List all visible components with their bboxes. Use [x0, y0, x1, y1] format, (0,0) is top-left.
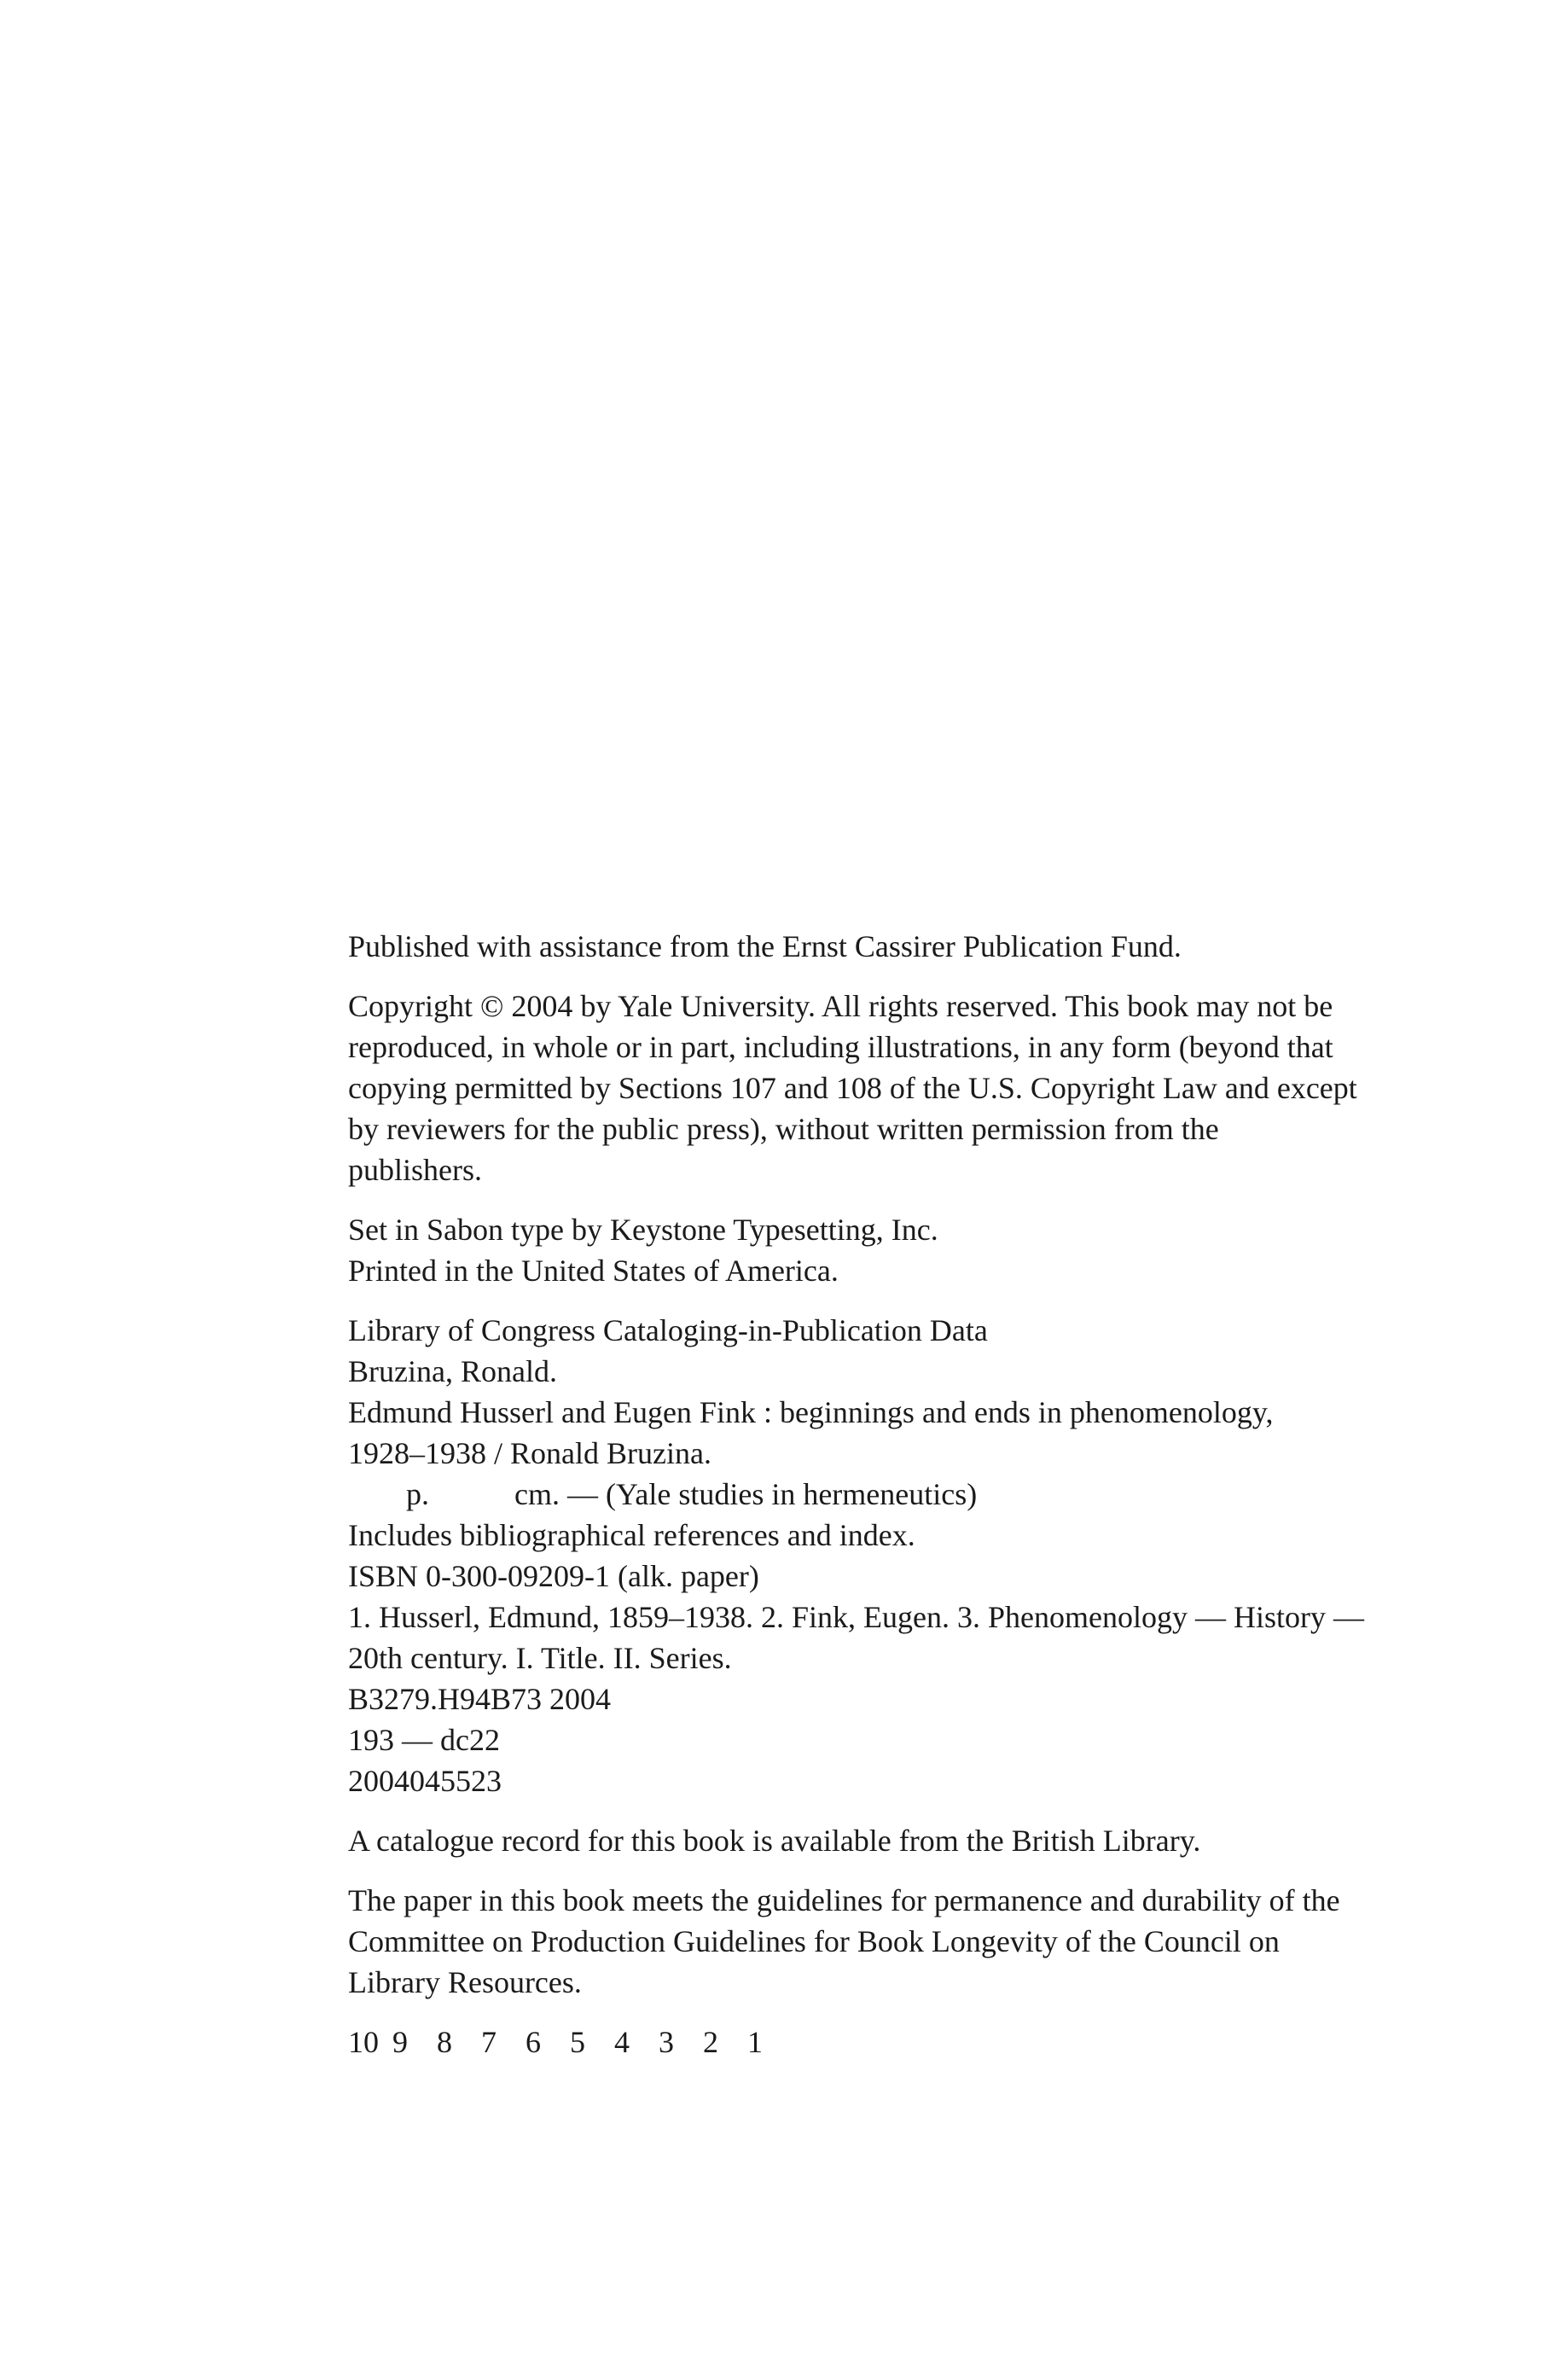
- printing-number: 4: [614, 2025, 630, 2059]
- printing-number: 8: [437, 2025, 452, 2059]
- printing-number: 2: [703, 2025, 718, 2059]
- copyright-page-block: [348, 926, 1393, 2063]
- cip-lc-call-number: B3279.H94B73 2004: [348, 1682, 612, 1716]
- copyright-line: by reviewers for the public press), without written permission from the: [348, 1112, 1219, 1146]
- printing-number: 5: [570, 2025, 585, 2059]
- production-note: [348, 1209, 1393, 1291]
- printing-number: 1: [747, 2025, 763, 2059]
- printing-number: 6: [526, 2025, 541, 2059]
- cip-subjects-line: 1. Husserl, Edmund, 1859–1938. 2. Fink, Eugen. 3. Phenomenology — History —: [348, 1600, 1364, 1634]
- british-library-note: [348, 1820, 1393, 1861]
- printing-number: 9: [392, 2025, 408, 2059]
- cip-series: cm. — (Yale studies in hermeneutics): [514, 1477, 978, 1511]
- printing-number: 3: [659, 2025, 674, 2059]
- cip-data: [348, 1310, 1393, 1801]
- copyright-line: copying permitted by Sections 107 and 108 of the U.S. Copyright Law and except: [348, 1071, 1357, 1105]
- cip-title-line: Edmund Husserl and Eugen Fink : beginnings and ends in phenomenology,: [348, 1395, 1274, 1429]
- paper-note-line: The paper in this book meets the guidelines for permanence and durability of the: [348, 1883, 1340, 1917]
- copyright-line: publishers.: [348, 1153, 482, 1187]
- cip-title-line: 1928–1938 / Ronald Bruzina.: [348, 1436, 711, 1470]
- cip-physical-description: [348, 1474, 1393, 1515]
- cip-subjects-line: 20th century. I. Title. II. Series.: [348, 1641, 732, 1675]
- printed-in-line: Printed in the United States of America.: [348, 1254, 839, 1288]
- funding-note: [348, 926, 1393, 967]
- paper-note-line: Committee on Production Guidelines for Book Longevity of the Council on: [348, 1924, 1280, 1958]
- cip-dewey-number: 193 — dc22: [348, 1723, 500, 1757]
- typesetting-line: Set in Sabon type by Keystone Typesetting, Inc.: [348, 1213, 938, 1247]
- cip-author: Bruzina, Ronald.: [348, 1354, 557, 1388]
- copyright-notice: [348, 986, 1393, 1190]
- cip-lccn: 2004045523: [348, 1764, 502, 1798]
- cip-isbn: ISBN 0-300-09209-1 (alk. paper): [348, 1559, 759, 1593]
- funding-note-text: Published with assistance from the Ernst Cassirer Publication Fund.: [348, 929, 1182, 963]
- paper-note-line: Library Resources.: [348, 1965, 582, 1999]
- british-library-text: A catalogue record for this book is available from the British Library.: [348, 1824, 1201, 1858]
- printing-number: 7: [481, 2025, 497, 2059]
- printing-number: 10: [348, 2025, 379, 2059]
- cip-heading: Library of Congress Cataloging-in-Publication Data: [348, 1313, 988, 1347]
- cip-bibliography: Includes bibliographical references and index.: [348, 1518, 915, 1552]
- printing-line: [348, 2022, 1393, 2063]
- cip-pages: p.: [406, 1477, 429, 1511]
- paper-permanence-note: [348, 1880, 1393, 2003]
- copyright-line: reproduced, in whole or in part, including illustrations, in any form (beyond that: [348, 1030, 1333, 1064]
- copyright-line: Copyright © 2004 by Yale University. All rights reserved. This book may not be: [348, 989, 1333, 1023]
